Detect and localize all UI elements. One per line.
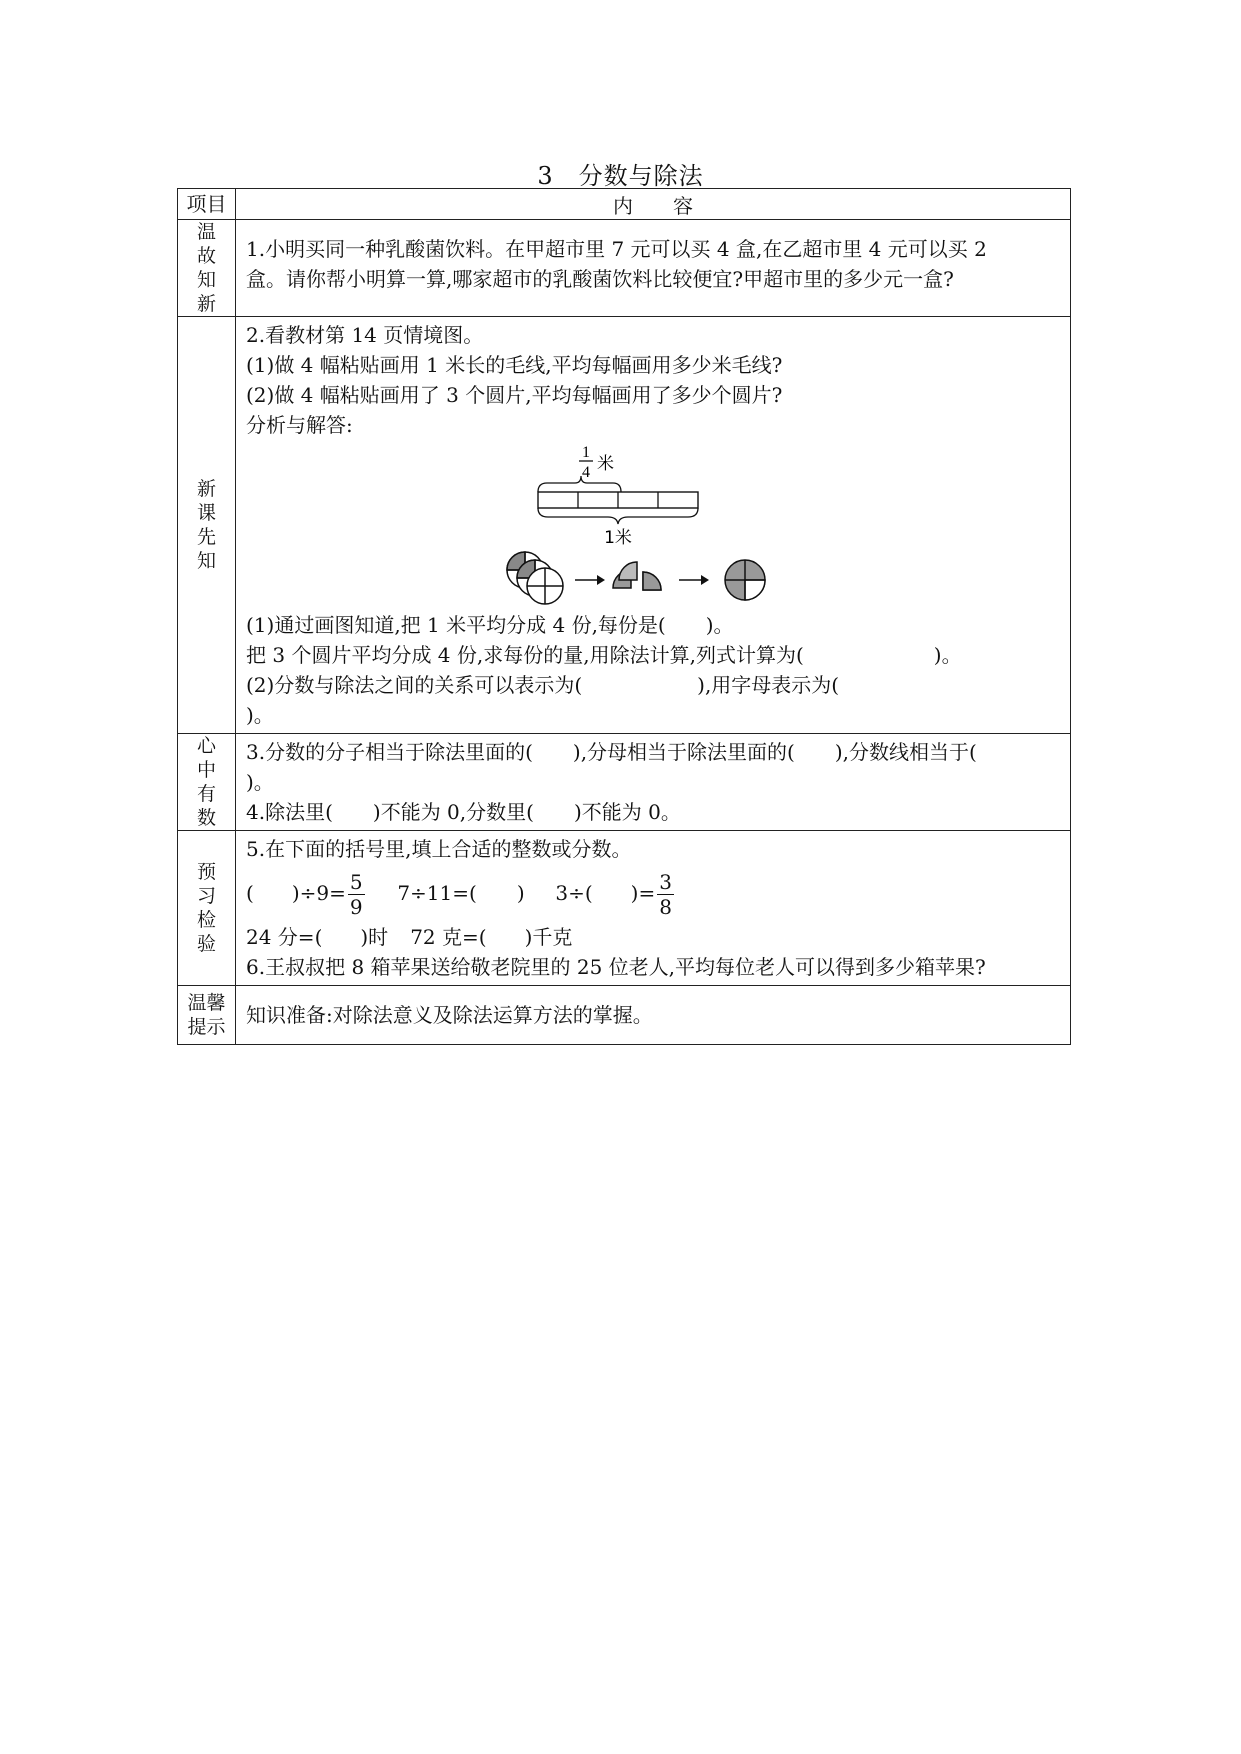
fraction-3-8: $\frac{3}{8}$ xyxy=(659,870,672,919)
question-1-line-2: 盒。请你帮小明算一算,哪家超市的乳酸菌饮料比较便宜?甲超市里的多少元一盒? xyxy=(246,267,954,291)
worksheet-table xyxy=(177,188,1071,1045)
section-content-review xyxy=(236,220,1071,317)
answer-line-2: 把 3 个圆片平均分成 4 份,求每份的量,用除法计算,列式计算为( )。 xyxy=(246,643,962,667)
question-3-line-2: )。 xyxy=(246,770,274,794)
question-5-units: 24 分=( )时 72 克=( )千克 xyxy=(246,925,573,949)
three-circles xyxy=(507,552,563,604)
section-content-tips xyxy=(236,986,1071,1045)
section-content-check xyxy=(236,831,1071,986)
question-2-part-2: (2)做 4 幅粘贴画用了 3 个圆片,平均每幅画用了多少个圆片? xyxy=(246,383,783,407)
section-label-tips: 温馨 提示 xyxy=(178,986,236,1045)
section-label-key-points: 心 中 有 数 xyxy=(178,734,236,831)
section-content-preview xyxy=(236,317,1071,734)
diagram-bar-label: 1米 xyxy=(604,528,632,548)
question-6: 6.王叔叔把 8 箱苹果送给敬老院里的 25 位老人,平均每位老人可以得到多少箱苹果? xyxy=(246,955,986,979)
question-5-title: 5.在下面的括号里,填上合适的整数或分数。 xyxy=(246,837,632,861)
section-tips xyxy=(178,986,1071,1045)
section-label-check: 预 习 检 验 xyxy=(178,831,236,986)
answer-line-1: (1)通过画图知道,把 1 米平均分成 4 份,每份是( )。 xyxy=(246,613,734,637)
question-5-equations: ( )÷9= $\frac{5}{9}$ 7÷11=( ) 3÷( )= $\frac{3}{8}$ xyxy=(246,870,672,919)
section-label-preview: 新 课 先 知 xyxy=(178,317,236,734)
section-preview xyxy=(178,317,1071,734)
diagram-top-brace xyxy=(538,476,621,492)
header-content: 内 容 xyxy=(236,189,1071,220)
section-check xyxy=(178,831,1071,986)
page-title: 3 分数与除法 xyxy=(537,162,704,190)
question-1-line-1: 1.小明买同一种乳酸菌饮料。在甲超市里 7 元可以买 4 盒,在乙超市里 4 元可以买 2 xyxy=(246,237,987,261)
answer-line-3: (2)分数与除法之间的关系可以表示为( ),用字母表示为( xyxy=(246,673,840,697)
result-circle xyxy=(725,560,765,600)
tips-text: 知识准备:对除法意义及除法运算方法的掌握。 xyxy=(246,1003,653,1027)
header-item: 项目 xyxy=(178,189,236,220)
question-3-line-1: 3.分数的分子相当于除法里面的( ),分母相当于除法里面的( ),分数线相当于( xyxy=(246,740,977,764)
section-key-points xyxy=(178,734,1071,831)
diagram-frac-num: 1 xyxy=(582,444,590,461)
answer-line-4: )。 xyxy=(246,703,274,727)
division-diagram xyxy=(493,440,813,610)
diagram-frac-den: 4 xyxy=(582,464,590,481)
question-2-part-1: (1)做 4 幅粘贴画用 1 米长的毛线,平均每幅画用多少米毛线? xyxy=(246,353,783,377)
fraction-5-9: $\frac{5}{9}$ xyxy=(349,870,363,919)
section-label-review: 温 故 知 新 xyxy=(178,220,236,317)
analysis-label: 分析与解答: xyxy=(246,413,353,437)
diagram-bottom-brace xyxy=(538,508,698,524)
question-4: 4.除法里( )不能为 0,分数里( )不能为 0。 xyxy=(246,800,681,824)
diagram-frac-unit: 米 xyxy=(597,454,614,474)
table-header-row xyxy=(178,189,1071,220)
three-quarters xyxy=(613,562,661,590)
section-content-key-points xyxy=(236,734,1071,831)
diagram-figure xyxy=(246,440,1060,610)
question-2-title: 2.看教材第 14 页情境图。 xyxy=(246,323,484,347)
section-review xyxy=(178,220,1071,317)
